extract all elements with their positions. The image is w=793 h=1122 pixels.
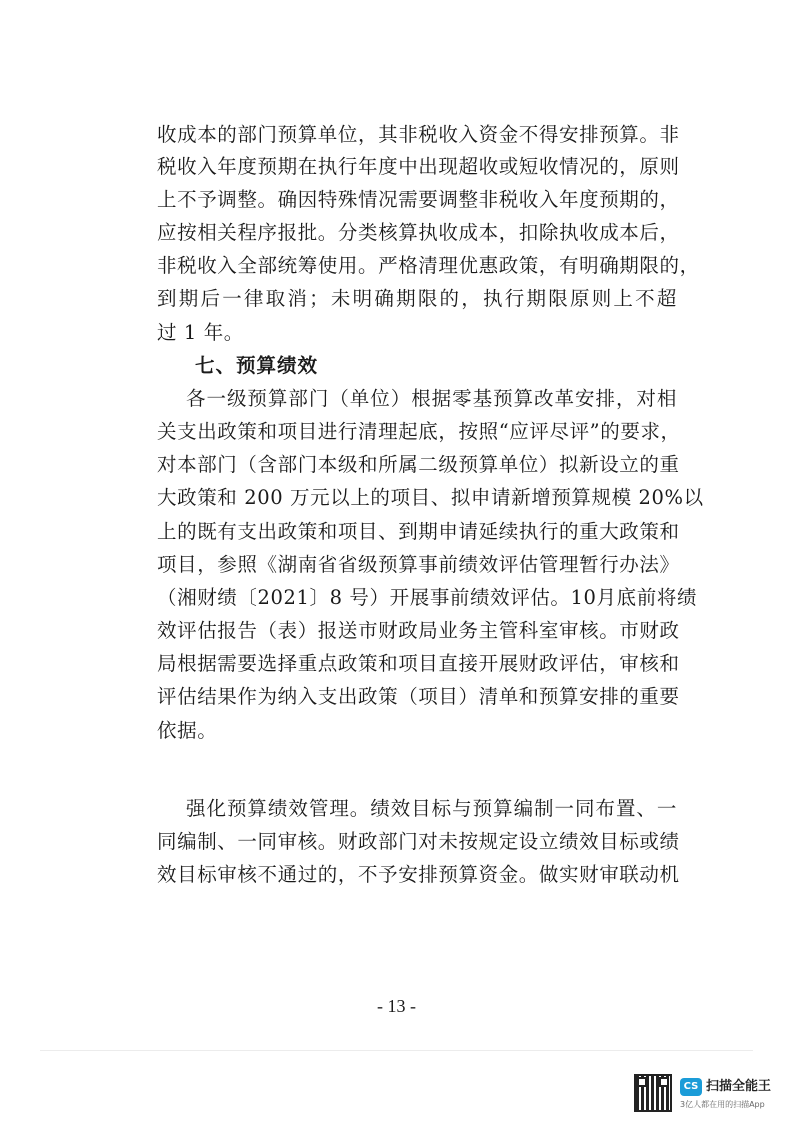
text-line: 上不予调整。确因特殊情况需要调整非税收入年度预期的， [157,188,680,211]
text-line: （湘财绩〔2021〕8 号）开展事前绩效评估。10月底前将绩 [157,586,698,609]
text-line: 上的既有支出政策和项目、到期申请延续执行的重大政策和 [157,520,680,543]
text-line: 收成本的部门预算单位，其非税收入资金不得安排预算。非 [157,123,680,146]
page-number: - 13 - [377,996,416,1016]
text-line: 税收入年度预期在执行年度中出现超收或短收情况的，原则 [157,155,680,178]
text-line: 效目标审核不通过的，不予安排预算资金。做实财审联动机 [157,863,680,886]
text-line: 对本部门（含部门本级和所属二级预算单位）拟新设立的重 [157,453,680,476]
text-line: 过 1 年。 [157,321,244,344]
text-line: 强化预算绩效管理。绩效目标与预算编制一同布置、一 [186,797,677,820]
text-line: 关支出政策和项目进行清理起底，按照“应评尽评”的要求， [157,420,681,443]
text-line: 效评估报告（表）报送市财政局业务主管科室审核。市财政 [157,619,680,642]
section-heading: 七、预算绩效 [195,354,319,377]
text-line: 局根据需要选择重点政策和项目直接开展财政评估，审核和 [157,652,680,675]
text-line: 项目，参照《湖南省省级预算事前绩效评估管理暂行办法》 [157,553,680,576]
text-line: 到期后一律取消；未明确期限的，执行期限原则上不超 [157,287,677,310]
text-line: 同编制、一同审核。财政部门对未按规定设立绩效目标或绩 [157,830,680,853]
brand-name: 扫描全能王 [706,1079,772,1094]
footer-divider [40,1050,753,1051]
brand-tagline: 3亿人都在用的扫描App [680,1100,765,1109]
qr-code-icon [634,1074,672,1112]
camscanner-logo-icon: CS [680,1078,702,1096]
text-line: 依据。 [157,719,218,742]
text-line: 大政策和 200 万元以上的项目、拟申请新增预算规模 20%以 [157,486,704,509]
text-line: 非税收入全部统筹使用。严格清理优惠政策，有明确期限的， [157,254,700,277]
text-line: 应按相关程序报批。分类核算执收成本，扣除执收成本后， [157,221,680,244]
text-line: 各一级预算部门（单位）根据零基预算改革安排，对相 [186,387,677,410]
text-line: 评估结果作为纳入支出政策（项目）清单和预算安排的重要 [157,685,680,708]
